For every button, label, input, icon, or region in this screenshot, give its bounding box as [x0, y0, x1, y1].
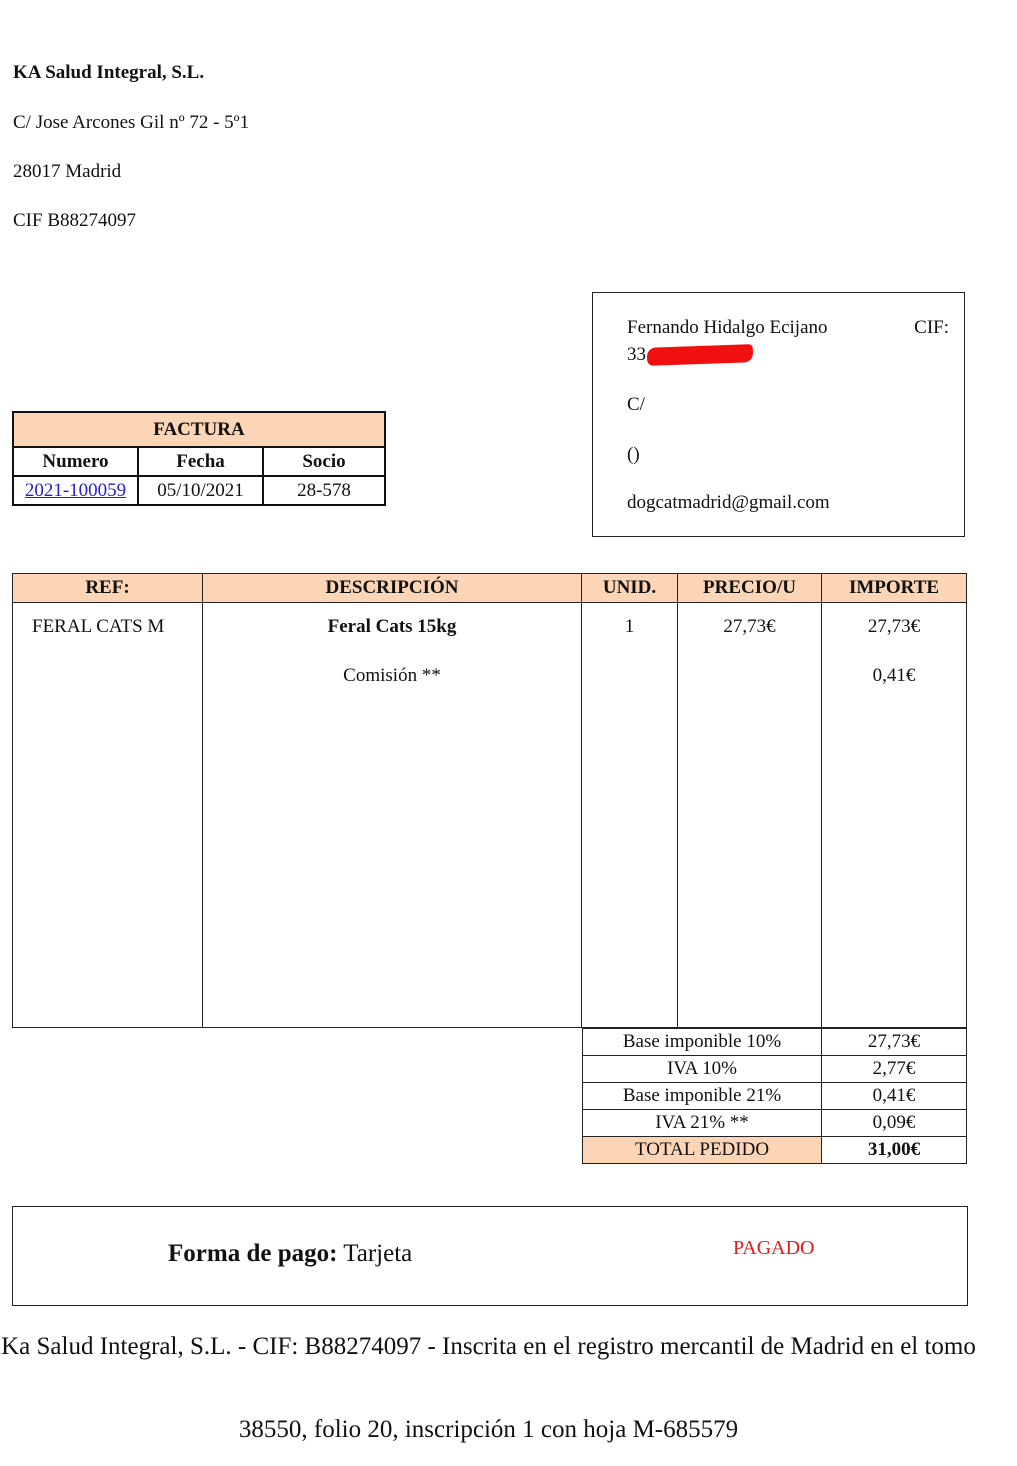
totals-value: 27,73€ — [822, 1029, 967, 1056]
totals-label: Base imponible 10% — [583, 1029, 822, 1056]
item-units — [582, 665, 677, 714]
totals-row — [583, 1110, 967, 1137]
col-description-header: DESCRIPCIÓN — [203, 574, 582, 603]
company-cif: CIF B88274097 — [13, 210, 136, 231]
invoice-info-table — [12, 411, 386, 506]
payment-method — [168, 1240, 412, 1268]
company-address: C/ Jose Arcones Gil nº 72 - 5º1 — [13, 112, 250, 133]
grand-total-label: TOTAL PEDIDO — [583, 1137, 822, 1164]
col-unit-price-header: PRECIO/U — [678, 574, 822, 603]
totals-row — [583, 1083, 967, 1110]
col-units-header: UNID. — [582, 574, 678, 603]
client-box — [592, 292, 965, 537]
item-unit-price — [678, 665, 821, 714]
payment-status: PAGADO — [733, 1237, 815, 1259]
client-cif-value: 33 — [627, 344, 646, 365]
invoice-member: 28-578 — [263, 476, 385, 505]
footer-registry-line-1: Ka Salud Integral, S.L. - CIF: B88274097 - Inscrita en el registro mercantil de Madrid en el tomo — [1, 1333, 976, 1360]
client-zip: () — [627, 444, 640, 465]
item-description: Comisión ** — [343, 665, 441, 686]
totals-label: IVA 21% ** — [583, 1110, 822, 1137]
totals-row — [583, 1056, 967, 1083]
footer-registry-line-2: 38550, folio 20, inscripción 1 con hoja M-685579 — [238, 1416, 739, 1443]
item-amount: 0,41€ — [872, 665, 916, 686]
invoice-date-header: Fecha — [138, 447, 263, 476]
grand-total-value: 31,00€ — [822, 1137, 967, 1164]
invoice-date: 05/10/2021 — [138, 476, 263, 505]
totals-label: Base imponible 21% — [583, 1083, 822, 1110]
item-ref — [32, 665, 202, 714]
client-street: C/ — [627, 394, 645, 415]
client-email: dogcatmadrid@gmail.com — [627, 492, 830, 513]
item-description: Feral Cats 15kg — [327, 616, 457, 637]
item-amount: 27,73€ — [867, 616, 921, 637]
payment-method-value: Tarjeta — [343, 1240, 413, 1267]
grand-total-row — [583, 1137, 967, 1164]
redaction-mark — [647, 344, 754, 366]
items-table — [12, 573, 967, 1028]
totals-table — [582, 1028, 967, 1164]
totals-row — [583, 1029, 967, 1056]
col-amount-header: IMPORTE — [822, 574, 967, 603]
invoice-title: FACTURA — [13, 412, 385, 447]
company-city: 28017 Madrid — [13, 161, 122, 182]
invoice-member-header: Socio — [263, 447, 385, 476]
col-ref-header: REF: — [13, 574, 203, 603]
invoice-number-link[interactable]: 2021-100059 — [24, 479, 127, 501]
totals-value: 0,09€ — [822, 1110, 967, 1137]
client-cif-label: CIF: — [914, 317, 949, 338]
item-units: 1 — [624, 616, 635, 637]
client-name: Fernando Hidalgo Ecijano — [627, 317, 828, 338]
company-name: KA Salud Integral, S.L. — [13, 62, 205, 83]
payment-box — [12, 1206, 968, 1306]
totals-value: 0,41€ — [822, 1083, 967, 1110]
invoice-number-header: Numero — [13, 447, 138, 476]
totals-label: IVA 10% — [583, 1056, 822, 1083]
payment-label: Forma de pago: — [168, 1240, 338, 1267]
item-unit-price: 27,73€ — [723, 616, 776, 637]
item-ref: FERAL CATS M — [32, 616, 165, 637]
totals-value: 2,77€ — [822, 1056, 967, 1083]
